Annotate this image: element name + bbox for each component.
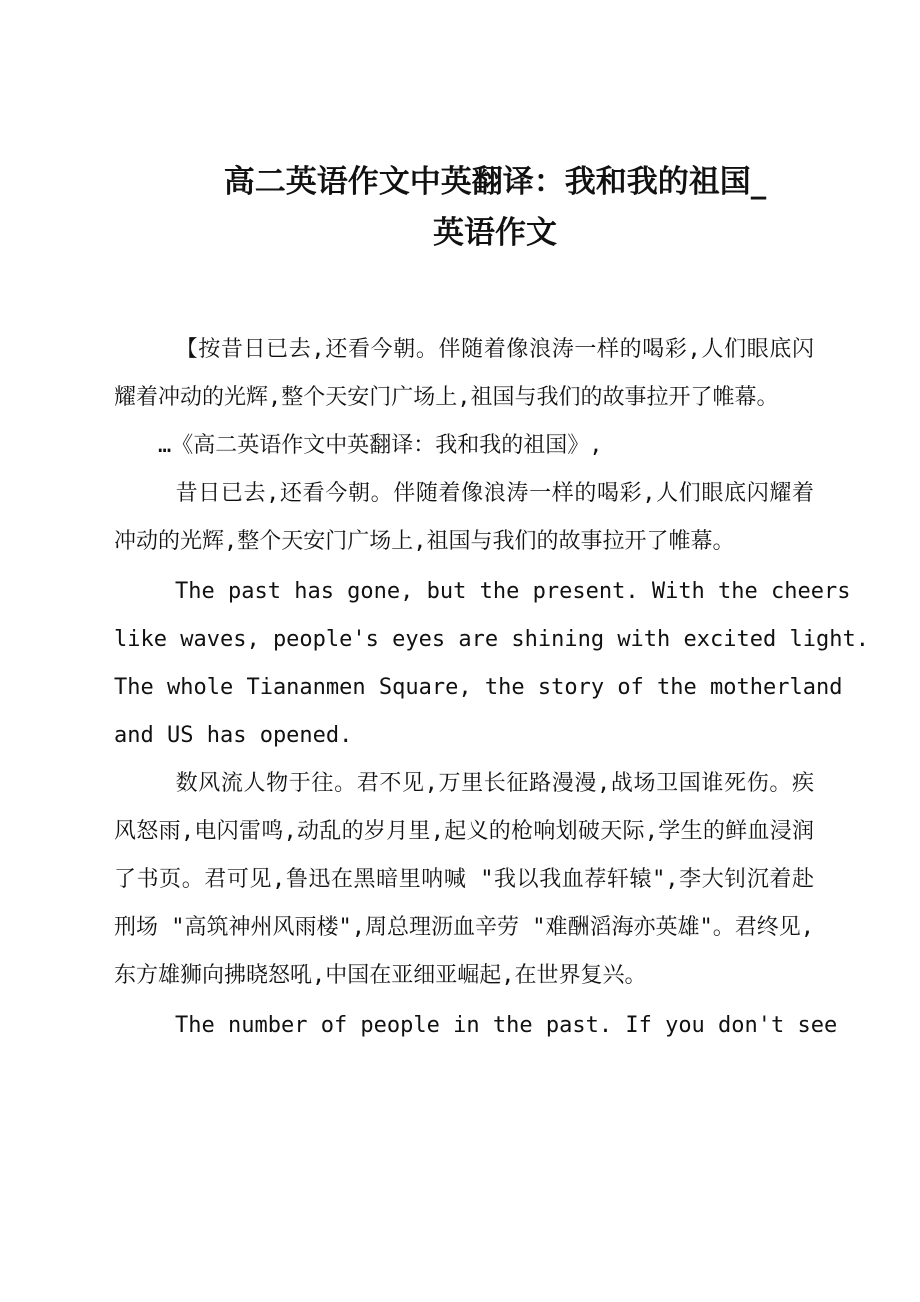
intro-paragraph: 【按昔日已去,还看今朝。伴随着像浪涛一样的喝彩,人们眼底闪耀着冲动的光辉,整个天安门广场上,祖国与我们的故事拉开了帷幕。 [114, 337, 814, 410]
english-line: The number of people in the past. If you don't see [175, 1013, 838, 1038]
english-paragraph-1 [114, 568, 869, 760]
english-line: The past has gone, but the present. With the cheers [175, 579, 851, 604]
title-line-2: 英语作文 [433, 215, 557, 251]
chinese-paragraph-2: 数风流人物于往。君不见,万里长征路漫漫,战场卫国谁死伤。疾风怒雨,电闪雷鸣,动乱的岁月里,起义的枪响划破天际,学生的鲜血浸润了书页。君可见,鲁迅在黑暗里呐喊 "我以我血荐轩辕",李大钊沉着赴刑场 "高筑神州风雨楼",周总理沥血辛劳 "难酬滔海亦英雄"。君终见,东方雄狮向拂晓怒吼,中国在亚细亚崛起,在世界复兴。 [114, 771, 814, 988]
english-paragraph-2 [114, 1002, 838, 1050]
article-link-line: …《高二英语作文中英翻译：我和我的祖国》, [158, 433, 603, 458]
document-title [150, 157, 840, 259]
english-line: The whole Tiananmen Square, the story of the motherland [114, 675, 843, 700]
english-line: and US has opened. [114, 723, 353, 748]
title-line-1: 高二英语作文中英翻译：我和我的祖国_ [223, 164, 767, 200]
chinese-paragraph-1: 昔日已去,还看今朝。伴随着像浪涛一样的喝彩,人们眼底闪耀着冲动的光辉,整个天安门广场上,祖国与我们的故事拉开了帷幕。 [114, 481, 814, 554]
english-line: like waves, people's eyes are shining with excited light. [114, 627, 869, 652]
document-body [114, 326, 869, 1050]
